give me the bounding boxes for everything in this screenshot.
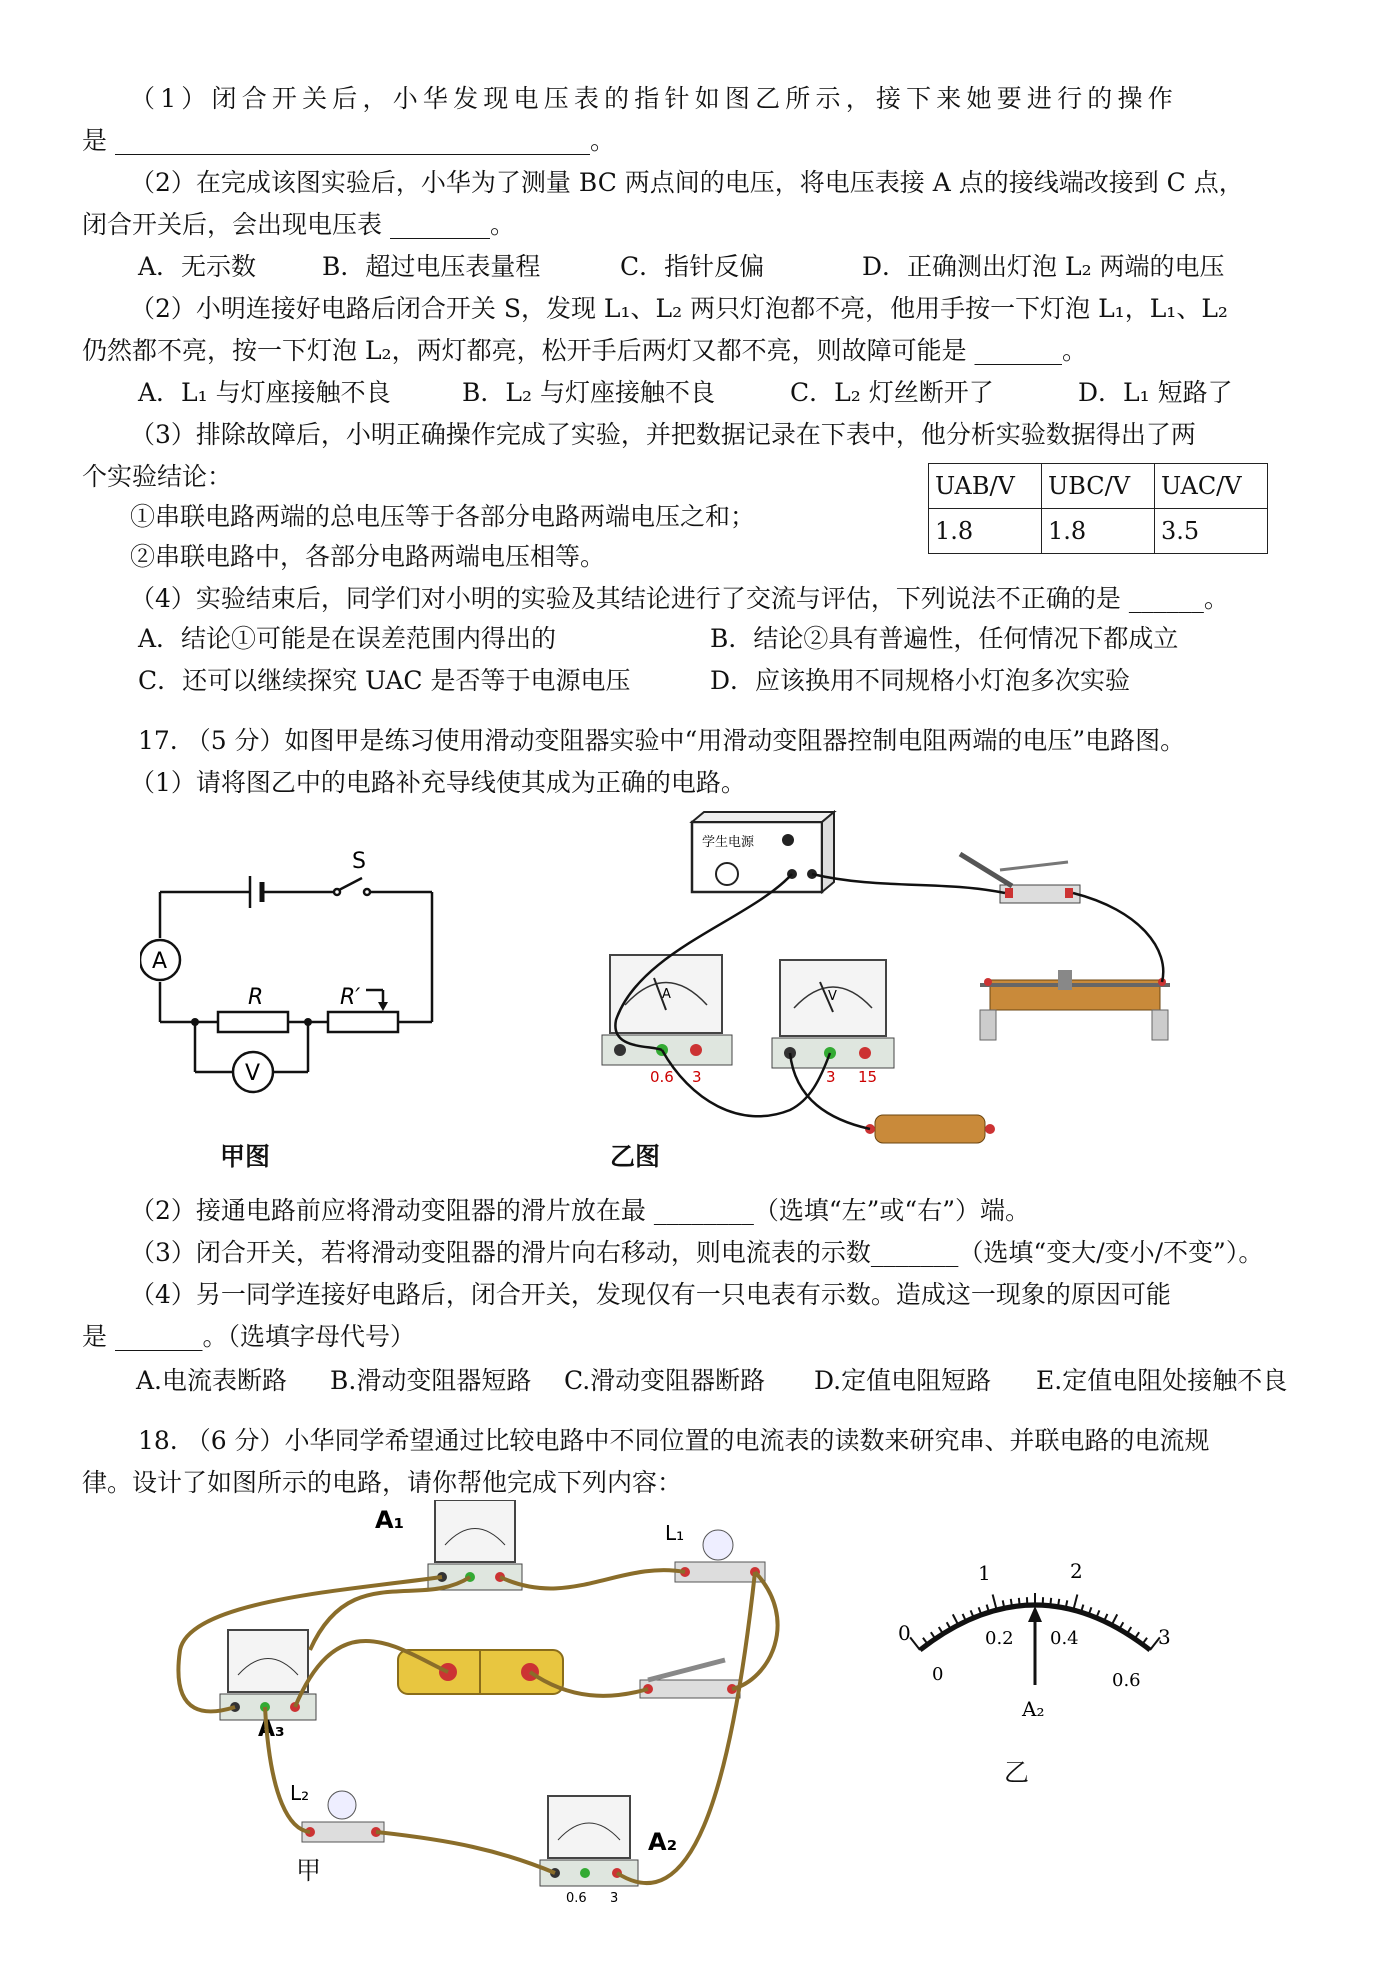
rheostat-label: R′: [340, 985, 361, 1010]
voltmeter-v-label: V: [245, 1061, 261, 1086]
q16-part5-option-c: C．还可以继续探究 UAC 是否等于电源电压: [138, 666, 631, 695]
q18-title-line1: 18. （6 分）小华同学希望通过比较电路中不同位置的电流表的读数来研究串、并联电路的电流规: [138, 1426, 1210, 1455]
q16-part2-option-a: A．无示数: [138, 252, 257, 281]
q16-part5-option-b: B．结论②具有普遍性，任何情况下都成立: [710, 624, 1179, 653]
q18-figure-jia-caption: 甲: [296, 1856, 322, 1885]
dial-tick: [1112, 1614, 1118, 1625]
q16-part4-line2: 个实验结论：: [82, 462, 233, 491]
a3-label: A₃: [258, 1717, 285, 1742]
q17-part4-line1: （4）另一同学连接好电路后，闭合开关，发现仅有一只电表有示数。造成这一现象的原因可能: [130, 1280, 1171, 1309]
dial-lower-04: 0.4: [1050, 1628, 1079, 1649]
q17-part4-option-e: E.定值电阻处接触不良: [1036, 1366, 1288, 1395]
ammeter-terminal-3: 3: [692, 1068, 702, 1086]
knife-switch: [960, 854, 1080, 903]
resistor-r-label: R: [248, 985, 264, 1010]
dial-tick: [910, 1637, 920, 1650]
q17-part3: （3）闭合开关，若将滑动变阻器的滑片向右移动，则电流表的示数_______（选填“变大/变小/不变”）。: [130, 1238, 1264, 1267]
dial-tick: [1058, 1599, 1059, 1607]
dial-upper-2: 2: [1070, 1559, 1083, 1583]
q18-figure-yi-caption: 乙: [1004, 1758, 1030, 1787]
table-value-ubc: 1.8: [1042, 509, 1155, 554]
a2-terminal-06: 0.6: [566, 1891, 587, 1906]
ammeter: [602, 955, 732, 1086]
q17-part4-line2: 是 _______。（选填字母代号）: [82, 1322, 415, 1351]
voltmeter-terminal-15: 15: [858, 1068, 878, 1086]
q17-part4-option-b: B.滑动变阻器短路: [330, 1366, 532, 1395]
voltmeter-face-label: V: [828, 989, 837, 1004]
dial-lower-06: 0.6: [1112, 1670, 1141, 1691]
bulb-l2: [290, 1781, 384, 1842]
q17-part4-option-c: C.滑动变阻器断路: [564, 1366, 766, 1395]
q16-part2-line1: （2）在完成该图实验后，小华为了测量 BC 两点间的电压，将电压表接 A 点的接线端改接到 C 点，: [130, 168, 1244, 197]
q16-conclusion-1: ①串联电路两端的总电压等于各部分电路两端电压之和；: [130, 502, 756, 531]
dial-lower-0: 0: [932, 1664, 944, 1685]
q16-part2-line2: 闭合开关后，会出现电压表 ________。: [82, 210, 515, 239]
table-header-ubc: UBC/V: [1042, 464, 1155, 509]
dial-tick: [1073, 1595, 1077, 1610]
q16-part3-line2: 仍然都不亮，按一下灯泡 L₂，两灯都亮，松开手后两灯又都不亮，则故障可能是 _______。: [82, 336, 1088, 365]
q17-part1: （1）请将图乙中的电路补充导线使其成为正确的电路。: [130, 768, 746, 797]
q17-part4-option-d: D.定值电阻短路: [814, 1366, 992, 1395]
table-header-uac: UAC/V: [1155, 464, 1268, 509]
q16-part3-option-b: B．L₂ 与灯座接触不良: [462, 378, 715, 407]
fixed-resistor: [865, 1115, 995, 1143]
q16-part1-line1: （1）闭合开关后，小华发现电压表的指针如图乙所示，接下来她要进行的操作: [130, 84, 1178, 113]
q17-title: 17. （5 分）如图甲是练习使用滑动变阻器实验中“用滑动变阻器控制电阻两端的电压”电路图。: [138, 726, 1186, 755]
table-value-uac: 3.5: [1155, 509, 1268, 554]
dial-tick: [1011, 1599, 1012, 1607]
voltmeter: [772, 960, 894, 1086]
a2-label: A₂: [648, 1828, 678, 1856]
dial-upper-0: 0: [898, 1621, 911, 1645]
q16-part2-option-b: B．超过电压表量程: [322, 252, 541, 281]
switch-s-label: S: [352, 849, 366, 874]
a2-terminal-3: 3: [610, 1891, 619, 1906]
q17-figure-jia-caption: 甲图: [220, 1142, 271, 1171]
switch: [640, 1660, 740, 1698]
q16-conclusion-2: ②串联电路中，各部分电路两端电压相等。: [130, 542, 606, 571]
l1-label: L₁: [665, 1521, 685, 1545]
table-header-uab: UAB/V: [929, 464, 1042, 509]
power-supply-label: 学生电源: [702, 835, 755, 850]
q16-part3-option-a: A．L₁ 与灯座接触不良: [138, 378, 391, 407]
dial-tick: [1050, 1598, 1051, 1606]
q18-figure-jia: [170, 1500, 790, 1920]
q17-figure-yi-caption: 乙图: [610, 1142, 661, 1171]
q16-part5-line: （4）实验结束后，同学们对小明的实验及其结论进行了交流与评估，下列说法不正确的是 ______。: [130, 584, 1229, 613]
ammeter-a2: [540, 1796, 677, 1906]
l2-label: L₂: [290, 1781, 310, 1805]
q16-part3-line1: （2）小明连接好电路后闭合开关 S，发现 L₁、L₂ 两只灯泡都不亮，他用手按一下灯泡 L₁，L₁、L₂: [130, 294, 1228, 323]
a1-label: A₁: [375, 1506, 405, 1534]
dial-tick: [953, 1614, 959, 1625]
battery: [398, 1650, 563, 1694]
ammeter-terminal-06: 0.6: [650, 1068, 674, 1086]
table-value-uab: 1.8: [929, 509, 1042, 554]
dial-upper-1: 1: [978, 1561, 991, 1585]
q16-data-table: [928, 463, 1268, 554]
q17-figure-yi: [580, 810, 1210, 1170]
q18-figure-yi-dial: [880, 1540, 1190, 1770]
dial-lower-02: 0.2: [985, 1628, 1014, 1649]
q17-part2: （2）接通电路前应将滑动变阻器的滑片放在最 ________（选填“左”或“右”）端。: [130, 1196, 1030, 1225]
power-supply: [692, 812, 834, 892]
dial-upper-3: 3: [1158, 1625, 1171, 1649]
voltmeter-terminal-3: 3: [826, 1068, 836, 1086]
q16-part4-line1: （3）排除故障后，小明正确操作完成了实验，并把数据记录在下表中，他分析实验数据得出了两: [130, 420, 1196, 449]
q16-part3-option-c: C．L₂ 灯丝断开了: [790, 378, 994, 407]
q18-title-line2: 律。设计了如图所示的电路，请你帮他完成下列内容：: [82, 1468, 683, 1497]
dial-tick: [993, 1595, 997, 1610]
dial-meter-label: A₂: [1022, 1697, 1045, 1721]
dial-tick: [1019, 1598, 1020, 1606]
q17-figure-jia: [140, 840, 460, 1100]
ammeter-face-label: A: [662, 987, 671, 1002]
ammeter-a-label: A: [152, 949, 168, 974]
q16-part5-option-a: A．结论①可能是在误差范围内得出的: [138, 624, 557, 653]
q16-part1-line2: 是 ______________________________________。: [82, 126, 615, 155]
q16-part2-option-c: C．指针反偏: [620, 252, 765, 281]
q16-part5-option-d: D．应该换用不同规格小灯泡多次实验: [710, 666, 1131, 695]
sliding-rheostat: [980, 970, 1170, 1040]
q16-part3-option-d: D．L₁ 短路了: [1078, 378, 1233, 407]
q17-part4-option-a: A.电流表断路: [136, 1366, 288, 1395]
ammeter-a1: [375, 1500, 522, 1590]
q16-part2-option-d: D．正确测出灯泡 L₂ 两端的电压: [862, 252, 1225, 281]
